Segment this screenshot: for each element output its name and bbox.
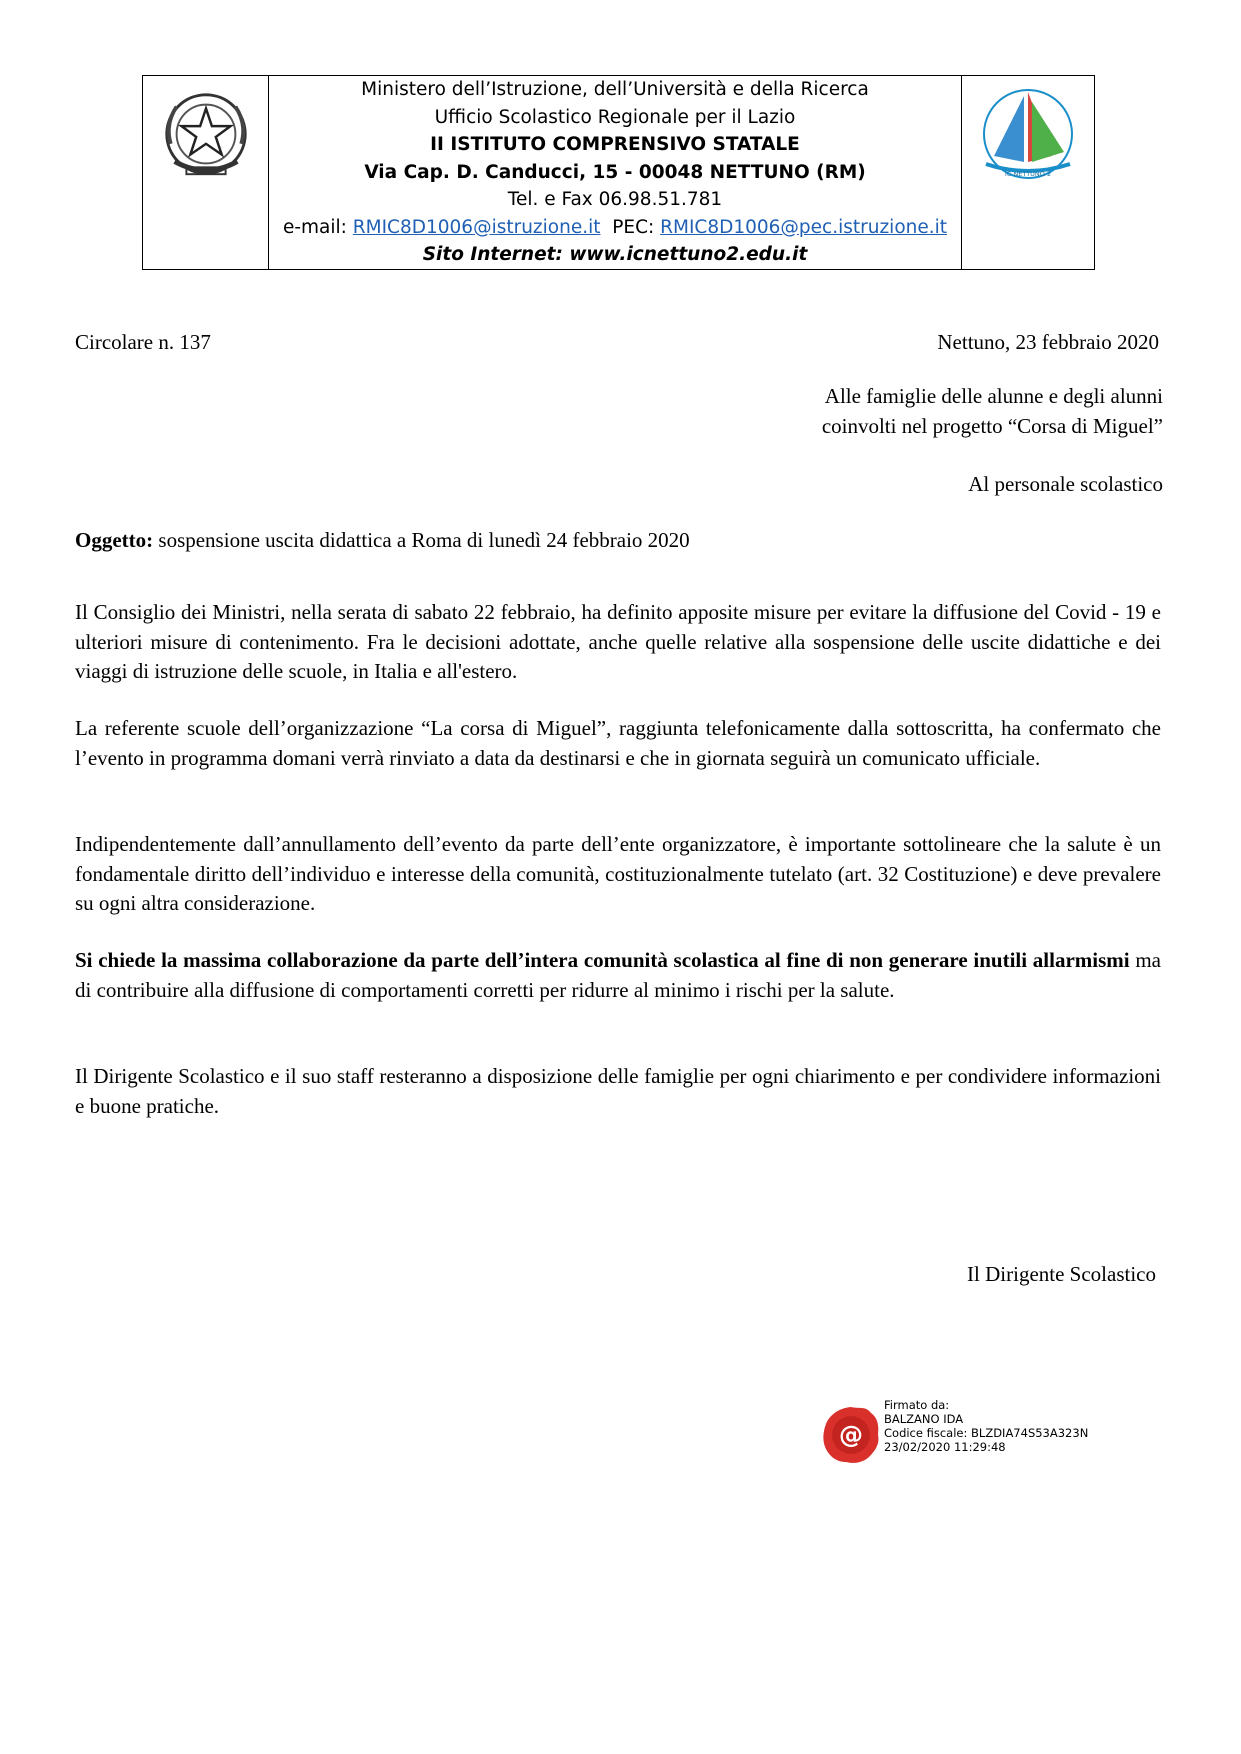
collaboration-emphasis: Si chiede la massima collaborazione da parte dell’intera comunità scolastica al fine di non generare inutili allarmismi	[75, 948, 1130, 972]
email-link[interactable]: RMIC8D1006@istruzione.it	[352, 216, 601, 238]
recipients-families	[822, 382, 1163, 441]
signer-fiscal-code: Codice fiscale: BLZDIA74S53A323N	[884, 1426, 1089, 1440]
letterhead-right-cell	[962, 76, 1094, 269]
paragraph-collaboration	[75, 946, 1161, 1005]
school-name: II ISTITUTO COMPRENSIVO STATALE	[430, 134, 800, 155]
school-phone: Tel. e Fax 06.98.51.781	[507, 189, 723, 210]
recipients-staff: Al personale scolastico	[968, 472, 1163, 496]
pec-label: PEC:	[612, 216, 661, 238]
letterhead-left-cell	[143, 76, 269, 269]
digital-signature-block	[820, 1398, 1140, 1488]
signature-timestamp: 23/02/2020 11:29:48	[884, 1440, 1006, 1454]
letterhead	[142, 75, 1095, 270]
signer-name: BALZANO IDA	[884, 1412, 964, 1426]
school-sailboat-logo-icon	[972, 82, 1084, 190]
subject-line	[75, 526, 690, 556]
document-date: Nettuno, 23 febbraio 2020	[937, 330, 1159, 354]
signature-role: Il Dirigente Scolastico	[967, 1262, 1156, 1286]
school-logo-text: IC NETTUNO 2	[1004, 170, 1052, 178]
paragraph-event-postponed: La referente scuole dell’organizzazione “La corsa di Miguel”, raggiunta telefonicamente dalla sottoscritta, ha confermato che l’evento in programma domani verrà rinviato a data da destinarsi e che in giornata seguirà un comunicato ufficiale.	[75, 716, 1161, 770]
paragraph-availability: Il Dirigente Scolastico e il suo staff resteranno a disposizione delle famiglie per ogni chiarimento e per condividere informazioni e buone pratiche.	[75, 1064, 1161, 1118]
ministry-name: Ministero dell’Istruzione, dell’Università e della Ricerca	[361, 79, 869, 100]
signature-details	[884, 1398, 1088, 1454]
subject-text: sospensione uscita didattica a Roma di lunedì 24 febbraio 2020	[153, 528, 690, 552]
regional-office: Ufficio Scolastico Regionale per il Lazio	[434, 106, 796, 128]
circular-number: Circolare n. 137	[75, 330, 211, 354]
subject-label: Oggetto:	[75, 528, 154, 552]
pec-link[interactable]: RMIC8D1006@pec.istruzione.it	[660, 216, 948, 238]
italian-republic-emblem-icon	[157, 85, 255, 183]
school-address: Via Cap. D. Canducci, 15 - 00048 NETTUNO (RM)	[364, 161, 866, 183]
letterhead-center-cell	[269, 76, 962, 269]
paragraph-council-decision: Il Consiglio dei Ministri, nella serata di sabato 22 febbraio, ha definito apposite misure per evitare la diffusione del Covid - 19 e ulteriori misure di contenimento. Fra le decisioni adottate, anche quelle relative alla sospensione delle uscite didattiche e dei viaggi di istruzione delle scuole, in Italia e all'estero.	[75, 600, 1161, 683]
email-label: e-mail:	[282, 216, 353, 238]
recipients-line-1: Alle famiglie delle alunne e degli alunni	[824, 384, 1163, 408]
wax-seal-at-icon	[820, 1404, 882, 1466]
svg-text:@: @	[839, 1421, 863, 1449]
paragraph-health-right: Indipendentemente dall’annullamento dell’evento da parte dell’ente organizzatore, è importante sottolineare che la salute è un fondamentale diritto dell’individuo e interesse della comunità, costituzionalmente tutelato (art. 32 Costituzione) e deve prevalere su ogni altra considerazione.	[75, 832, 1161, 915]
collaboration-rest: ma di contribuire alla diffusione di comportamenti corretti per ridurre al minimo i rischi per la salute.	[75, 948, 1161, 1002]
recipients-line-2: coinvolti nel progetto “Corsa di Miguel”	[821, 413, 1163, 438]
school-website: Sito Internet: www.icnettuno2.edu.it	[422, 244, 808, 265]
signed-by-label: Firmato da:	[884, 1398, 950, 1412]
contact-line	[269, 214, 961, 242]
